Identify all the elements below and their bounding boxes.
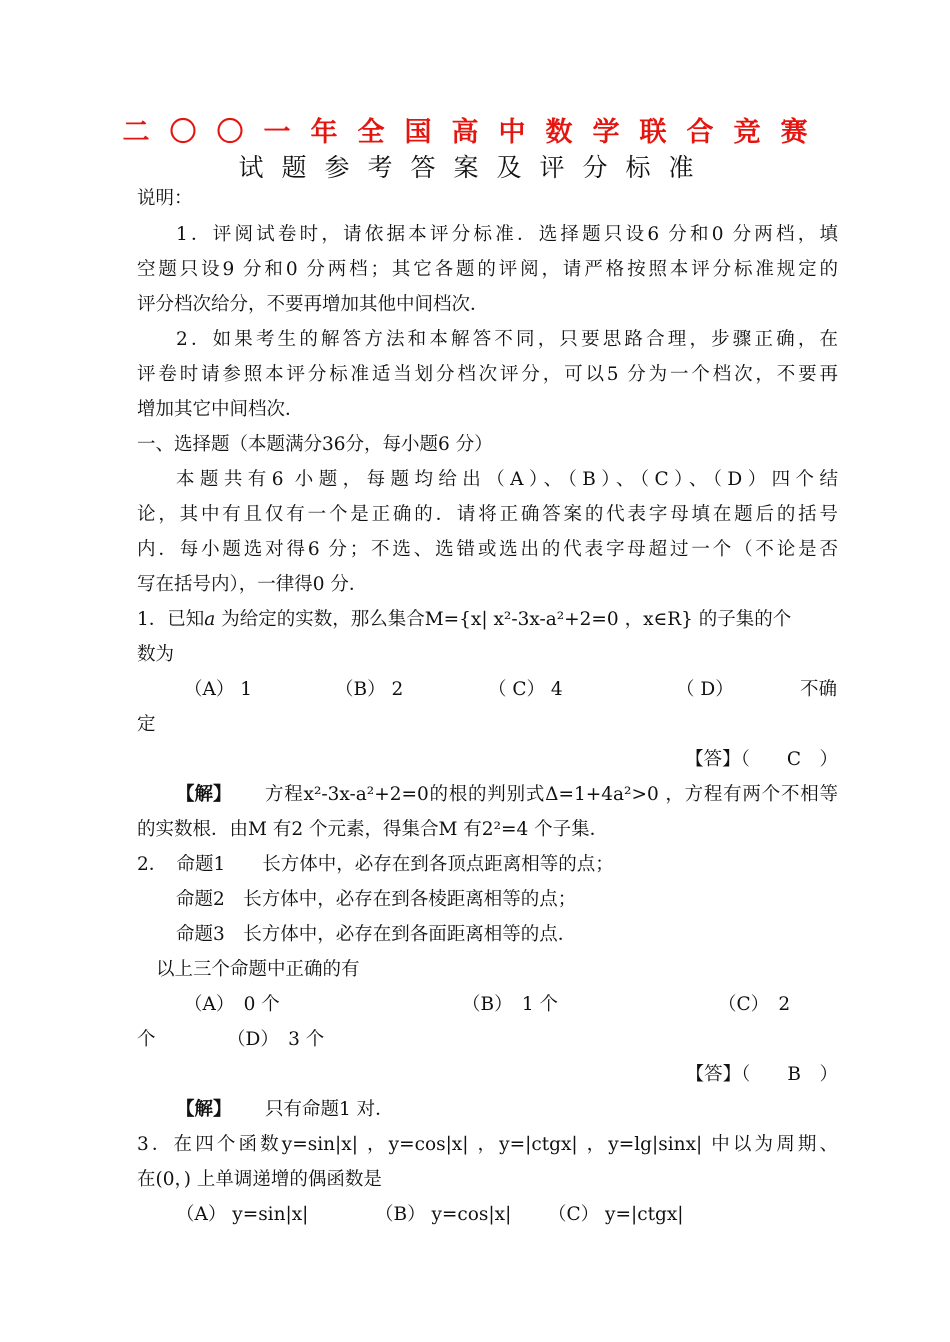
q2-proposition1: 2． 命题1 长方体中，必存在到各顶点距离相等的点； bbox=[137, 854, 614, 875]
section1-intro-line1: 本题共有6 小题，每题均给出（A）、（B）、（C）、（D）四个结 bbox=[176, 469, 838, 490]
q3-option-c: （C） y=|ctgx| bbox=[548, 1204, 684, 1225]
q1-line1: 1．已知a 为给定的实数，那么集合M={x| x²-3x-a²+2=0 ，x∈R} 的子集的个 bbox=[137, 609, 792, 630]
q1-option-d-value: 不确 bbox=[800, 679, 838, 700]
note2-line3: 增加其它中间档次． bbox=[137, 399, 304, 420]
section1-intro-line4: 写在括号内），一律得0 分． bbox=[137, 574, 368, 595]
q2-proposition2: 命题2 长方体中，必存在到各棱距离相等的点； bbox=[176, 889, 577, 910]
q2-solution-label: 【解】 bbox=[176, 1099, 232, 1120]
q2-proposition3: 命题3 长方体中，必存在到各面距离相等的点． bbox=[176, 924, 577, 945]
q1-solution-line2: 的实数根．由M 有2 个元素，得集合M 有2²=4 个子集． bbox=[137, 819, 609, 840]
q1-line2: 数为 bbox=[137, 644, 175, 665]
q3-line1: 3．在四个函数y=sin|x| ，y=cos|x| ，y=|ctgx| ，y=lg|sinx| 中以为周期、 bbox=[137, 1134, 838, 1155]
q2-answer: 【答】（ B ） bbox=[685, 1064, 838, 1085]
note2-line2: 评卷时请参照本评分标准适当划分档次评分，可以5 分为一个档次，不要再 bbox=[137, 364, 838, 385]
q1-option-d: （ D） bbox=[676, 679, 734, 700]
q3-option-b: （B） y=cos|x| bbox=[375, 1204, 512, 1225]
q1-set-expression: M={x| x²-3x-a²+2=0 ，x∈R} bbox=[424, 609, 693, 630]
note1-line2: 空题只设9 分和0 分两档；其它各题的评阅，请严格按照本评分标准规定的 bbox=[137, 259, 838, 280]
section1-intro-line3: 内．每小题选对得6 分；不选、选错或选出的代表字母超过一个（不论是否 bbox=[137, 539, 838, 560]
q1-answer: 【答】（ C ） bbox=[685, 749, 838, 770]
document-subtitle: 试题参考答案及评分标准 bbox=[238, 153, 712, 182]
section1-intro-line2: 论，其中有且仅有一个是正确的．请将正确答案的代表字母填在题后的括号 bbox=[137, 504, 838, 525]
q2-option-a: （A） 0 个 bbox=[184, 994, 280, 1015]
q2-solution: 只有命题1 对． bbox=[265, 1099, 394, 1120]
q3-line2: 在(0，) 上单调递增的偶函数是 bbox=[137, 1169, 382, 1190]
q2-option-b: （B） 1 个 bbox=[462, 994, 558, 1015]
section1-heading: 一、选择题（本题满分36分，每小题6 分） bbox=[137, 434, 493, 455]
note1-line1: 1．评阅试卷时，请依据本评分标准．选择题只设6 分和0 分两档，填 bbox=[176, 224, 838, 245]
q2-question: 以上三个命题中正确的有 bbox=[156, 959, 360, 980]
note1-line3: 评分档次给分，不要再增加其他中间档次． bbox=[137, 294, 489, 315]
q2-option-c: （C） 2 bbox=[718, 994, 791, 1015]
q2-option-c-continued: 个 bbox=[137, 1029, 156, 1050]
note2-line1: 2．如果考生的解答方法和本解答不同，只要思路合理，步骤正确，在 bbox=[176, 329, 838, 350]
q1-option-c: （ C） 4 bbox=[488, 679, 563, 700]
q1-option-b: （B） 2 bbox=[335, 679, 404, 700]
document-title: 二〇〇一年全国高中数学联合竞赛 bbox=[122, 117, 828, 148]
q1-option-d-continued: 定 bbox=[137, 714, 156, 735]
q3-option-a: （A） y=sin|x| bbox=[176, 1204, 309, 1225]
q1-option-a: （A） 1 bbox=[184, 679, 253, 700]
q2-option-d: （D） 3 个 bbox=[227, 1029, 325, 1050]
q1-solution-label: 【解】 bbox=[176, 784, 232, 805]
notes-heading: 说明： bbox=[137, 188, 193, 209]
q1-solution-line1: 方程x²-3x-a²+2=0的根的判别式Δ=1+4a²>0 ，方程有两个不相等 bbox=[265, 784, 838, 805]
